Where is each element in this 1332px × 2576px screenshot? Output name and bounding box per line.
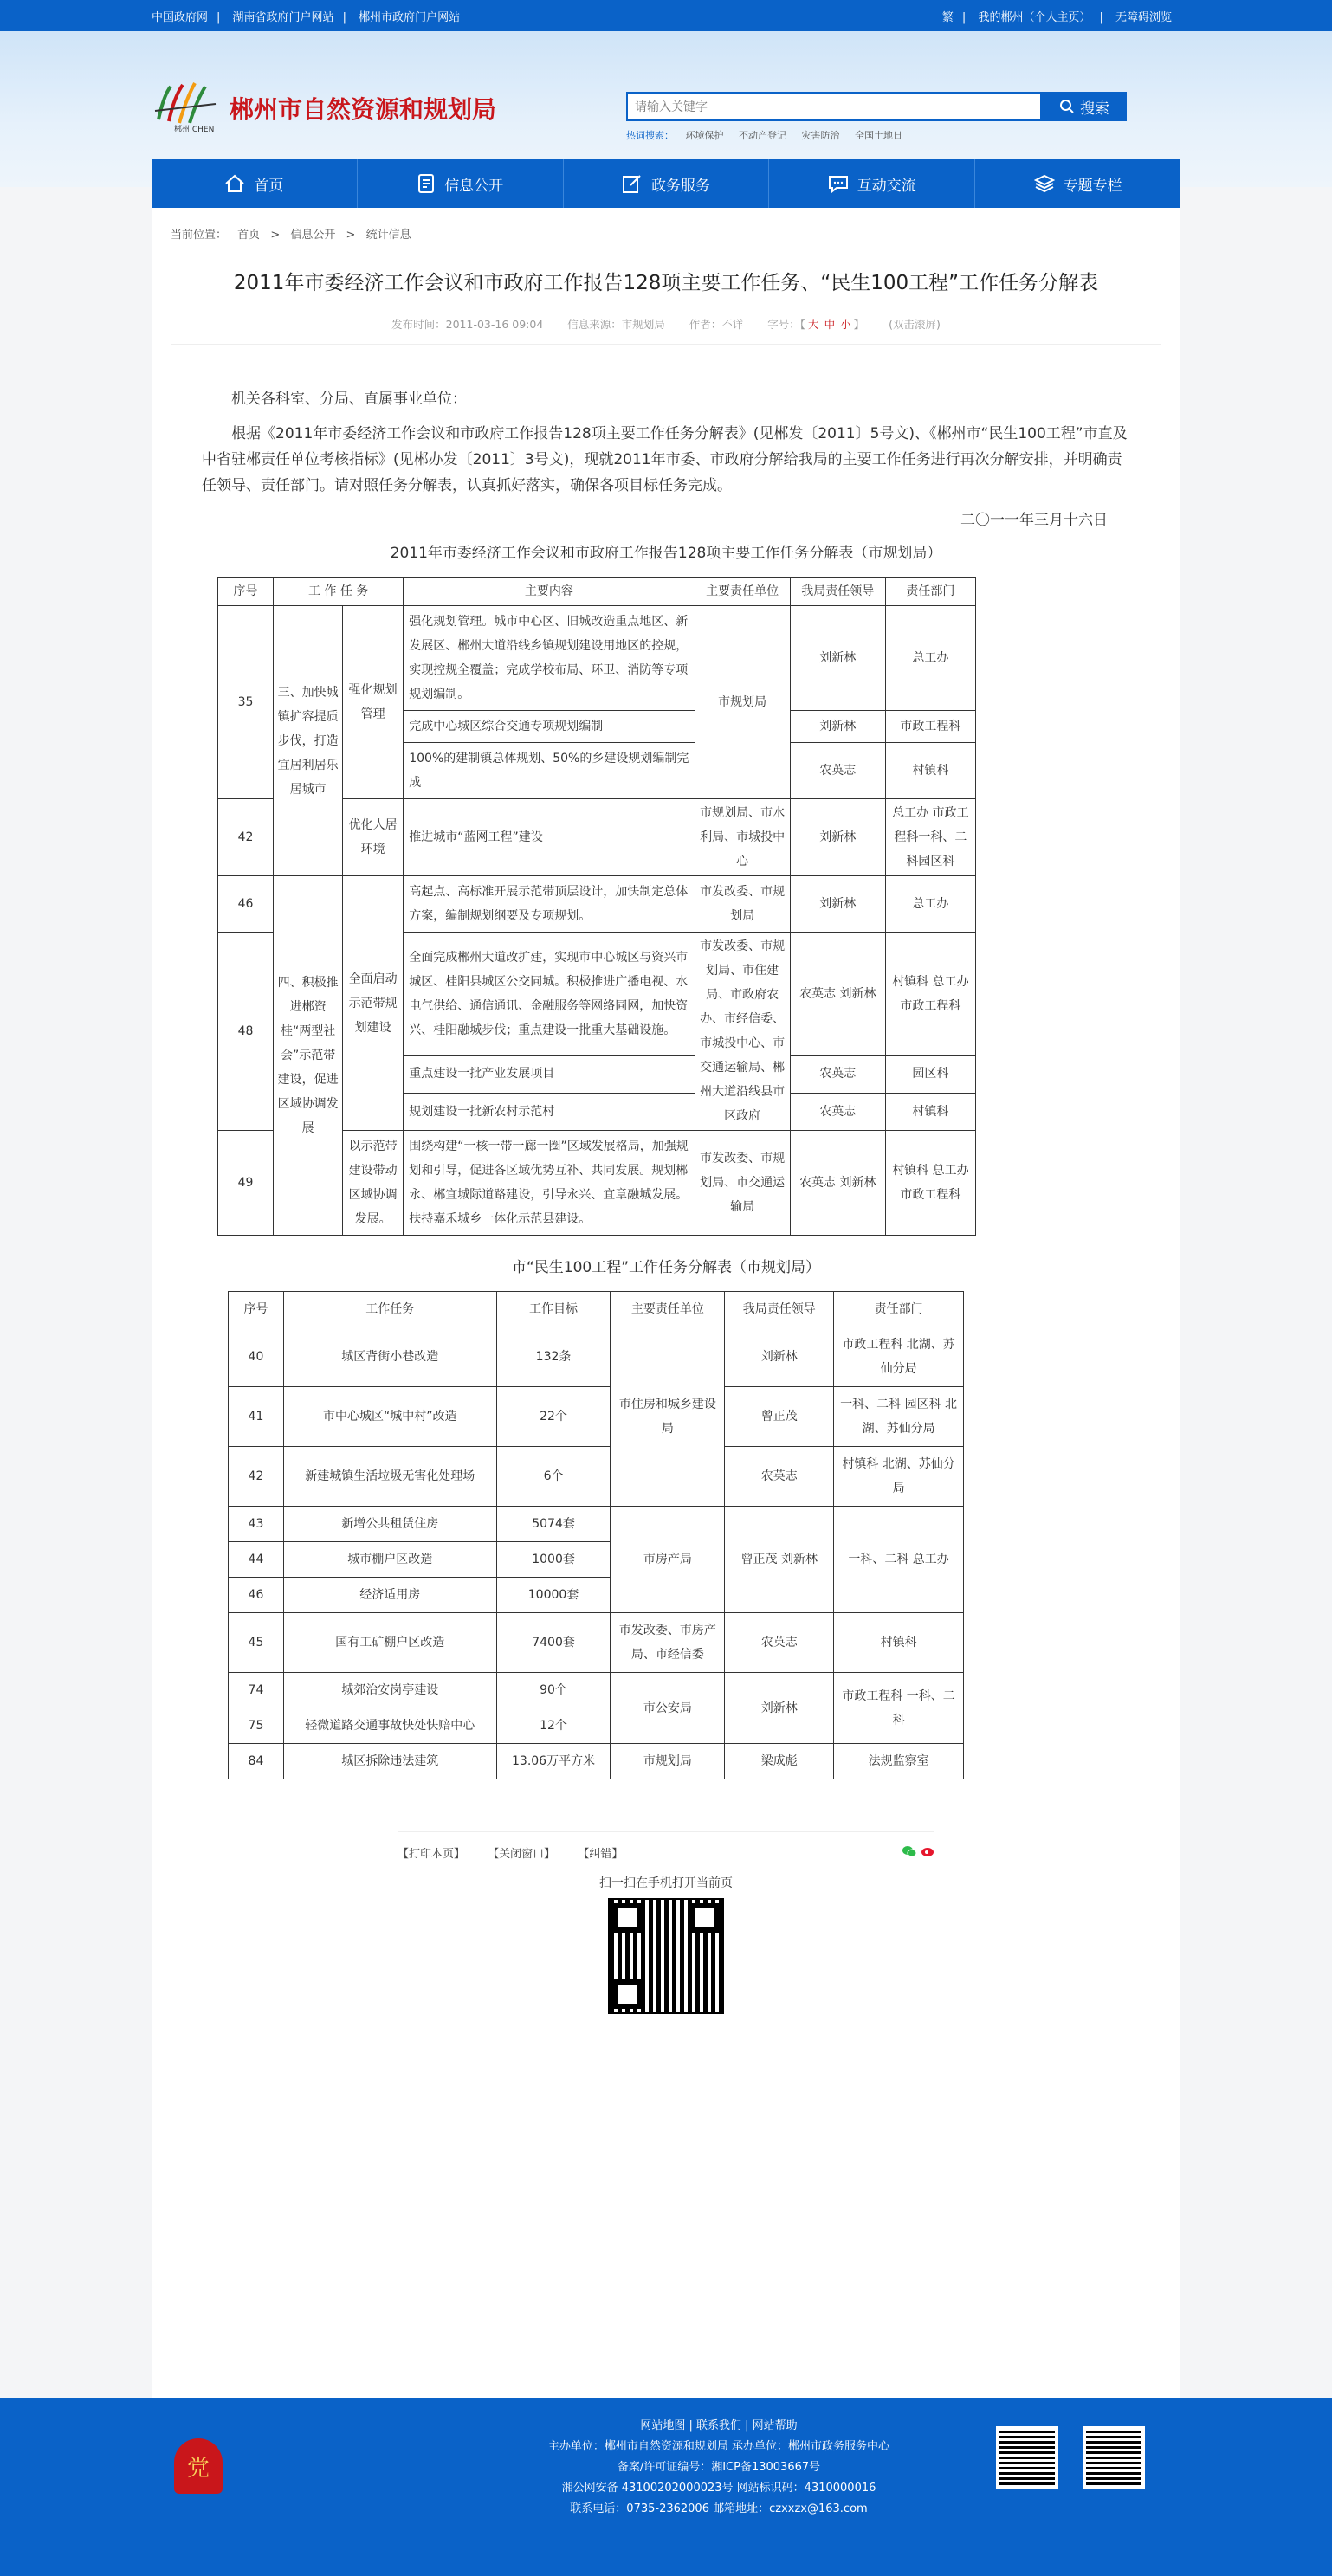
page-qr-code (608, 1898, 724, 2014)
row-goal: 12个 (496, 1708, 611, 1744)
site-footer (0, 2398, 1332, 2576)
nav-info[interactable] (358, 159, 564, 208)
row-task: 经济适用房 (283, 1578, 496, 1613)
row-num: 44 (229, 1542, 284, 1578)
article-meta (171, 316, 1161, 345)
row-num: 40 (229, 1327, 284, 1387)
table-row (229, 1744, 964, 1779)
row-unit: 市发改委、市规划局 (695, 876, 790, 933)
nav-interact[interactable] (769, 159, 975, 208)
row-leader: 刘新林 (725, 1327, 834, 1387)
link-traditional[interactable]: 繁 (941, 10, 954, 24)
row-dept: 总工办 (885, 876, 975, 933)
row-num: 48 (218, 933, 274, 1131)
info-source: 信息来源：市规划局 (567, 318, 665, 331)
publish-date: 发布时间：2011-03-16 09:04 (391, 318, 544, 331)
row-dept: 市政工程科 (885, 711, 975, 743)
row-leader: 农英志 (725, 1447, 834, 1507)
chat-icon (828, 174, 849, 193)
row-unit: 市住房和城乡建设局 (611, 1327, 725, 1507)
row-dept: 市政工程科 一科、二科 (834, 1673, 964, 1744)
row-category: 四、积极推进郴资桂“两型社会”示范带建设，促进区域协调发展 (274, 876, 343, 1236)
emblem-char: 党 (186, 2455, 210, 2482)
row-leader: 刘新林 (790, 711, 885, 743)
row-content: 重点建设一批产业发展项目 (404, 1056, 695, 1093)
row-task: 城区拆除违法建筑 (283, 1744, 496, 1779)
row-num: 46 (229, 1578, 284, 1613)
site-logo[interactable] (152, 76, 496, 140)
row-num: 42 (218, 799, 274, 876)
row-subtask: 以示范带建设带动区域协调发展。 (343, 1131, 404, 1236)
row-goal: 1000套 (496, 1542, 611, 1578)
row-subtask: 强化规划管理 (343, 606, 404, 799)
th-task: 工作任务 (283, 1292, 496, 1327)
row-content: 规划建设一批新农村示范村 (404, 1093, 695, 1130)
search-button[interactable] (1042, 92, 1127, 121)
font-size-control: 字号：【 大 中 小 】 (767, 318, 865, 331)
link-my-chenzhou[interactable]: 我的郴州（个人主页） (978, 10, 1091, 24)
layers-icon (1034, 173, 1055, 194)
task-table (217, 577, 976, 1236)
row-goal: 90个 (496, 1673, 611, 1708)
th-goal: 工作目标 (496, 1292, 611, 1327)
row-unit: 市规划局 (611, 1744, 725, 1779)
row-task: 城市棚户区改造 (283, 1542, 496, 1578)
row-dept: 村镇科 北湖、苏仙分局 (834, 1447, 964, 1507)
row-content: 强化规划管理。城市中心区、旧城改造重点地区、新发展区、郴州大道沿线乡镇规划建设用地区的控规，实现控规全覆盖；完成学校布局、环卫、消防等专项规划编制。 (404, 606, 695, 711)
row-dept: 村镇科 (834, 1613, 964, 1673)
row-content: 全面完成郴州大道改扩建，实现市中心城区与资兴市城区、桂阳县城区公交同城。积极推进广播电视、水电气供给、通信通讯、金融服务等网络同网，加快资兴、桂阳融城步伐；重点建设一批重大基础设施。 (404, 933, 695, 1056)
row-unit: 市发改委、市规划局、市交通运输局 (695, 1131, 790, 1236)
article-tools (398, 1831, 934, 1862)
row-dept: 村镇科 (885, 743, 975, 799)
th-unit: 主要责任单位 (611, 1292, 725, 1327)
svg-text:郴州 CHEN: 郴州 CHEN (174, 126, 215, 134)
print-button[interactable]: 【打印本页】 (398, 1848, 466, 1861)
row-dept: 村镇科 总工办 市政工程科 (885, 933, 975, 1056)
row-leader: 刘新林 (790, 606, 885, 711)
nav-info-label: 信息公开 (444, 177, 504, 195)
edit-icon (622, 173, 643, 194)
row-leader: 农英志 (790, 1056, 885, 1093)
row-task: 城区背街小巷改造 (283, 1327, 496, 1387)
author: 作者：不详 (689, 318, 744, 331)
table-row (229, 1613, 964, 1673)
th-dept: 责任部门 (885, 578, 975, 606)
font-mid-button[interactable]: 中 (824, 318, 836, 331)
row-dept: 村镇科 (885, 1093, 975, 1130)
table-row (229, 1447, 964, 1507)
row-dept: 一科、二科 园区科 北湖、苏仙分局 (834, 1387, 964, 1447)
search-bar (626, 92, 1127, 121)
row-leader: 曾正茂 (725, 1387, 834, 1447)
hot-word[interactable]: 环境保护 (685, 130, 724, 141)
close-window-button[interactable]: 【关闭窗口】 (488, 1848, 556, 1861)
row-goal: 13.06万平方米 (496, 1744, 611, 1779)
th-num: 序号 (229, 1292, 284, 1327)
table-row (229, 1507, 964, 1542)
nav-special-label: 专题专栏 (1063, 177, 1122, 195)
link-hunan[interactable]: 湖南省政府门户网站 (232, 10, 334, 24)
row-num: 74 (229, 1673, 284, 1708)
th-task: 工 作 任 务 (274, 578, 404, 606)
livelihood-table (228, 1291, 964, 1779)
row-content: 100%的建制镇总体规划、50%的乡建设规划编制完成 (404, 743, 695, 799)
table-row (229, 1327, 964, 1387)
top-right-links: 繁 | 我的郴州（个人主页） | 无障碍浏览 (941, 10, 1172, 24)
table-row (229, 1673, 964, 1708)
footer-qr-code (1083, 2426, 1145, 2489)
hot-words (626, 128, 915, 142)
nav-special[interactable] (975, 159, 1180, 208)
row-unit: 市房产局 (611, 1507, 725, 1613)
table1-title: 2011年市委经济工作会议和市政府工作报告128项主要工作任务分解表（市规划局） (390, 545, 942, 562)
row-leader: 刘新林 (790, 876, 885, 933)
th-unit: 主要责任单位 (695, 578, 790, 606)
hot-word[interactable]: 灾害防治 (801, 130, 840, 141)
table-header (218, 578, 976, 606)
row-goal: 10000套 (496, 1578, 611, 1613)
row-task: 新增公共租赁住房 (283, 1507, 496, 1542)
row-unit: 市发改委、市房产局、市经信委 (611, 1613, 725, 1673)
nav-interact-label: 互动交流 (857, 177, 916, 195)
row-dept: 村镇科 总工办 市政工程科 (885, 1131, 975, 1236)
row-task: 轻微道路交通事故快处快赔中心 (283, 1708, 496, 1744)
breadcrumb-sep: > (346, 229, 356, 242)
row-goal: 6个 (496, 1447, 611, 1507)
footer-host: 主办单位：郴州市自然资源和规划局 承办单位：郴州市政务服务中心 (547, 2440, 890, 2453)
row-dept: 市政工程科 北湖、苏仙分局 (834, 1327, 964, 1387)
link-chenzhou[interactable]: 郴州市政府门户网站 (359, 10, 461, 24)
body-paragraph: 根据《2011年市委经济工作会议和市政府工作报告128项主要工作任务分解表》(见郴发〔2011〕5号文)、《郴州市“民生100工程”市直及中省驻郴责任单位考核指标》(见郴办发〔2011〕3号文)，现就2011年市委、市政府分解给我局的主要工作任务进行再次分解安排，并明确责任领导、责任部门。请对照任务分解表，认真抓好落实，确保各项目标任务完成。 (202, 425, 1128, 494)
row-dept: 一科、二科 总工办 (834, 1507, 964, 1613)
breadcrumb-current[interactable]: 统计信息 (365, 229, 411, 242)
breadcrumb-sep: > (270, 229, 281, 242)
row-dept: 总工办 (885, 606, 975, 711)
row-dept: 法规监察室 (834, 1744, 964, 1779)
row-goal: 7400套 (496, 1613, 611, 1673)
row-dept: 园区科 (885, 1056, 975, 1093)
share-icons (902, 1844, 934, 1862)
row-leader: 刘新林 (790, 799, 885, 876)
row-leader: 农英志 (725, 1613, 834, 1673)
font-big-button[interactable]: 大 (808, 318, 819, 331)
search-input[interactable] (626, 92, 1042, 121)
party-emblem-icon[interactable] (174, 2438, 223, 2494)
row-leader: 农英志 刘新林 (790, 1131, 885, 1236)
row-subtask: 全面启动示范带规划建设 (343, 876, 404, 1131)
hot-word[interactable]: 不动产登记 (739, 130, 786, 141)
row-leader: 农英志 (790, 743, 885, 799)
main-content (152, 208, 1180, 2403)
row-unit: 市公安局 (611, 1673, 725, 1744)
row-unit: 市规划局、市水利局、市城投中心 (695, 799, 790, 876)
row-leader: 曾正茂 刘新林 (725, 1507, 834, 1613)
row-leader: 农英志 (790, 1093, 885, 1130)
row-leader: 梁成彪 (725, 1744, 834, 1779)
font-size-label: 字号： (767, 318, 800, 331)
row-content: 完成中心城区综合交通专项规划编制 (404, 711, 695, 743)
font-small-button[interactable]: 小 (840, 318, 851, 331)
row-task: 城郊治安岗亭建设 (283, 1673, 496, 1708)
table2-title: 市“民生100工程”工作任务分解表（市规划局） (511, 1259, 821, 1276)
row-num: 75 (229, 1708, 284, 1744)
row-num: 45 (229, 1613, 284, 1673)
chenzhou-logo-icon (152, 76, 223, 140)
breadcrumb-info[interactable]: 信息公开 (290, 229, 336, 242)
nav-service-label: 政务服务 (650, 177, 710, 195)
row-num: 49 (218, 1131, 274, 1236)
row-task: 新建城镇生活垃圾无害化处理场 (283, 1447, 496, 1507)
row-num: 35 (218, 606, 274, 799)
error-report-button[interactable]: 【纠错】 (578, 1848, 624, 1861)
table-row (218, 606, 976, 711)
row-num: 43 (229, 1507, 284, 1542)
wechat-icon[interactable] (902, 1844, 917, 1858)
row-num: 84 (229, 1744, 284, 1779)
breadcrumb-prefix: 当前位置： (171, 229, 228, 242)
th-dept: 责任部门 (834, 1292, 964, 1327)
row-dept: 总工办 市政工程科一科、二科园区科 (885, 799, 975, 876)
weibo-icon[interactable] (921, 1844, 934, 1858)
row-content: 围绕构建“一核一带一廊一圈”区域发展格局，加强规划和引导，促进各区域优势互补、共同发展。规划郴永、郴宜城际道路建设，引导永兴、宜章融城发展。扶持嘉禾城乡一体化示范县建设。 (404, 1131, 695, 1236)
article-body (171, 345, 1161, 1779)
footer-police[interactable]: 湘公网安备 43100202000023号 网站标识码：4310000016 (561, 2482, 876, 2495)
breadcrumb-home[interactable]: 首页 (237, 229, 261, 242)
row-num: 42 (229, 1447, 284, 1507)
article-date: 二〇一一年三月十六日 (960, 512, 1108, 529)
link-gov-cn[interactable]: 中国政府网 (152, 10, 209, 24)
footer-contact: 联系电话：0735-2362006 邮箱地址：czxxzx@163.com (570, 2502, 868, 2515)
row-goal: 22个 (496, 1387, 611, 1447)
row-task: 市中心城区“城中村”改造 (283, 1387, 496, 1447)
footer-info (533, 2416, 905, 2520)
th-content: 主要内容 (404, 578, 695, 606)
link-accessible[interactable]: 无障碍浏览 (1115, 10, 1172, 24)
scan-hint: 扫一扫在手机打开当前页 (599, 1876, 733, 1890)
nav-home-label: 首页 (254, 177, 284, 195)
th-num: 序号 (218, 578, 274, 606)
nav-home[interactable] (152, 159, 358, 208)
breadcrumb (171, 208, 1161, 256)
row-content: 高起点、高标准开展示范带顶层设计，加快制定总体方案，编制规划纲要及专项规划。 (404, 876, 695, 933)
search-icon (1059, 99, 1075, 114)
row-num: 41 (229, 1387, 284, 1447)
row-leader: 农英志 刘新林 (790, 933, 885, 1056)
row-num: 46 (218, 876, 274, 933)
double-click-scroll: (双击滚屏) (889, 318, 941, 331)
top-links: 中国政府网 | 湖南省政府门户网站 | 郴州市政府门户网站 (152, 10, 461, 24)
hot-word[interactable]: 全国土地日 (855, 130, 902, 141)
table-row (218, 876, 976, 933)
org-name: 郴州市自然资源和规划局 (230, 95, 497, 124)
row-category: 三、加快城镇扩容提质步伐，打造宜居利居乐居城市 (274, 606, 343, 876)
row-task: 国有工矿棚户区改造 (283, 1613, 496, 1673)
footer-icp[interactable]: 备案/许可证编号：湘ICP备13003667号 (617, 2461, 821, 2474)
th-leader: 我局责任领导 (790, 578, 885, 606)
row-leader: 刘新林 (725, 1673, 834, 1744)
main-nav (152, 159, 1180, 208)
article-title: 2011年市委经济工作会议和市政府工作报告128项主要工作任务、“民生100工程”工作任务分解表 (233, 272, 1099, 294)
footer-qr-code (996, 2426, 1058, 2489)
th-leader: 我局责任领导 (725, 1292, 834, 1327)
table-row (229, 1387, 964, 1447)
row-goal: 132条 (496, 1327, 611, 1387)
row-content: 推进城市“蓝网工程”建设 (404, 799, 695, 876)
greeting: 机关各科室、分局、直属事业单位： (231, 391, 467, 408)
footer-links[interactable]: 网站地图 | 联系我们 | 网站帮助 (640, 2419, 798, 2432)
home-icon (224, 174, 245, 193)
top-bar (0, 0, 1332, 31)
row-unit: 市发改委、市规划局、市住建局、市政府农办、市经信委、市城投中心、市交通运输局、郴州大道沿线县市区政府 (695, 933, 790, 1131)
table-header (229, 1292, 964, 1327)
hot-label: 热词搜索： (626, 130, 674, 141)
row-goal: 5074套 (496, 1507, 611, 1542)
document-icon (417, 173, 436, 194)
row-subtask: 优化人居环境 (343, 799, 404, 876)
nav-service[interactable] (564, 159, 770, 208)
row-unit: 市规划局 (695, 606, 790, 799)
search-button-label: 搜索 (1080, 100, 1109, 117)
